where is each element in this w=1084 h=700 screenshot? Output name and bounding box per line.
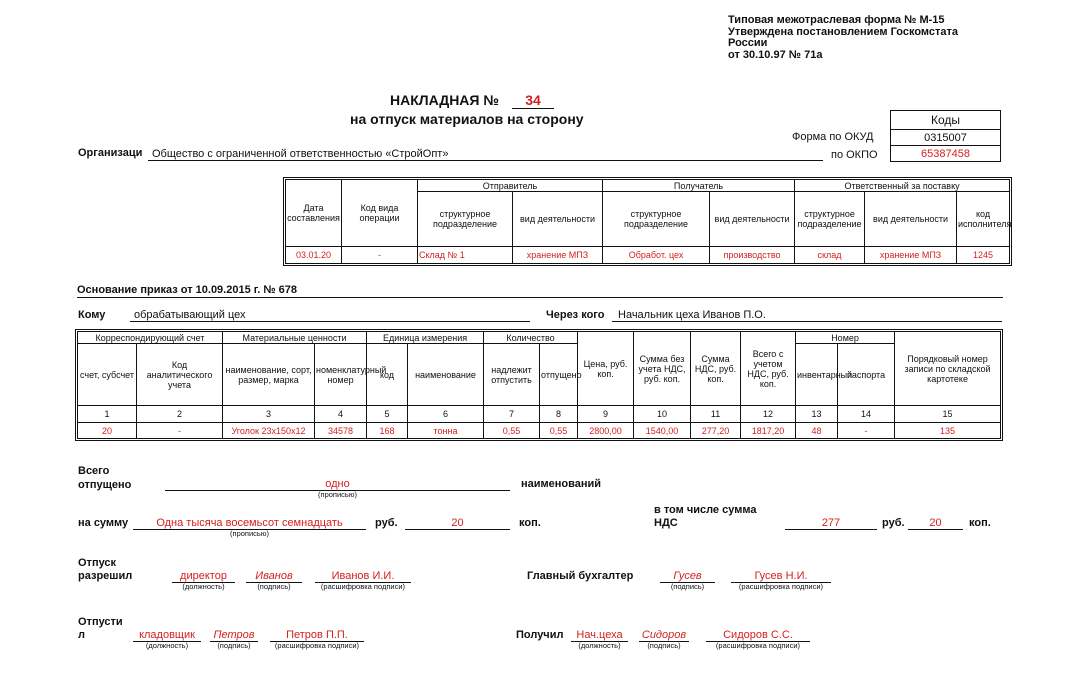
- h-account: Корреспондирующий счет: [78, 332, 223, 344]
- h-vat: Сумма НДС, руб. коп.: [691, 332, 741, 406]
- rel-signature: Петров: [210, 629, 258, 642]
- decode-caption: (расшифровка подписи): [715, 641, 801, 650]
- cell-sum: 1540,00: [634, 423, 691, 439]
- cell-tobe: 0,55: [484, 423, 540, 439]
- org-underline: [148, 160, 823, 161]
- allowed-label-line: разрешил: [78, 570, 133, 582]
- col-executor: код исполнителя: [957, 192, 1010, 247]
- s-passport: паспорта: [838, 344, 895, 406]
- basis-text: Основание приказ от 10.09.2015 г. № 678: [77, 284, 298, 296]
- numbers-row: [78, 406, 1001, 423]
- h-sum-no-vat: Сумма без учета НДС, руб. коп.: [634, 332, 691, 406]
- signature-caption: (подпись): [670, 582, 705, 591]
- s-unitname: наименование: [408, 344, 484, 406]
- cell-opcode: -: [342, 247, 418, 264]
- col-opcode: Код вида операции: [342, 180, 418, 247]
- codes-head: Коды: [891, 111, 1001, 130]
- col-sender-activity: вид деятельности: [513, 192, 603, 247]
- chief-signature: Гусев: [660, 570, 715, 583]
- cell-account: 20: [78, 423, 137, 439]
- total-label-line: Всего: [78, 465, 110, 477]
- h-order: Порядковый номер записи по складской картотеке: [895, 332, 1001, 406]
- dir-name: Иванов И.И.: [315, 570, 411, 583]
- col-date: Дата составления: [286, 180, 342, 247]
- s-analytic: Код аналитического учета: [137, 344, 223, 406]
- cell-receiver-activity: производство: [710, 247, 795, 264]
- cell-receiver-struct: Обработ. цех: [603, 247, 710, 264]
- cell-analytic: -: [137, 423, 223, 439]
- col-number: 5: [367, 406, 408, 423]
- col-number: 13: [796, 406, 838, 423]
- col-receiver-activity: вид деятельности: [710, 192, 795, 247]
- h-number: Номер: [796, 332, 895, 344]
- s-account: счет, субсчет: [78, 344, 137, 406]
- cell-sender-struct: Склад № 1: [418, 247, 513, 264]
- col-number: 7: [484, 406, 540, 423]
- to-value: обрабатывающий цех: [134, 309, 246, 321]
- items-label: наименований: [521, 478, 602, 490]
- vat-rub-value: 277: [785, 517, 877, 530]
- sum-kop-value: 20: [405, 517, 510, 530]
- col-number: 6: [408, 406, 484, 423]
- dispatch-table: [285, 179, 1010, 264]
- signature-caption: (подпись): [647, 641, 681, 650]
- vat-label: [654, 504, 756, 530]
- chief-label: Главный бухгалтер: [527, 570, 634, 582]
- form-header-line: от 30.10.97 № 71а: [728, 48, 823, 61]
- cell-passport: -: [838, 423, 895, 439]
- chief-name: Гусев Н.И.: [731, 570, 831, 583]
- col-number: 12: [741, 406, 796, 423]
- vat-rub-label: руб.: [882, 517, 905, 529]
- decode-caption: (расшифровка подписи): [320, 582, 406, 591]
- released-label: [78, 616, 123, 642]
- document-title: [390, 92, 541, 108]
- h-material: Материальные ценности: [223, 332, 367, 344]
- okpo-value: 65387458: [891, 146, 1001, 162]
- position-caption: (должность): [145, 641, 189, 650]
- h-total: Всего с учетом НДС, руб. коп.: [741, 332, 796, 406]
- col-receiver-struct: структурное подразделение: [603, 192, 710, 247]
- sum-words-caption: (прописью): [230, 529, 269, 538]
- invoice-number: 34: [512, 92, 554, 109]
- decode-caption: (расшифровка подписи): [274, 641, 360, 650]
- col-number: 3: [223, 406, 315, 423]
- s-inv: инвентарный: [796, 344, 838, 406]
- dir-signature: Иванов: [246, 570, 302, 583]
- col-resp-activity: вид деятельности: [865, 192, 957, 247]
- dir-position: директор: [172, 570, 235, 583]
- to-underline: [130, 321, 530, 322]
- h-price: Цена, руб. коп.: [578, 332, 634, 406]
- items-table: [77, 331, 1001, 439]
- sum-words: Одна тысяча восемьсот семнадцать: [133, 517, 366, 530]
- col-sender: Отправитель: [418, 180, 603, 192]
- h-unit: Единица измерения: [367, 332, 484, 344]
- col-number: 1: [78, 406, 137, 423]
- released-label-line: л: [78, 629, 85, 641]
- org-value: Общество с ограниченной ответственностью «СтройОпт»: [152, 148, 449, 160]
- col-responsible: Ответственный за поставку: [795, 180, 1010, 192]
- col-resp-struct: структурное подразделение: [795, 192, 865, 247]
- col-sender-struct: структурное подразделение: [418, 192, 513, 247]
- org-label: Организаци: [78, 147, 143, 159]
- cell-code: 168: [367, 423, 408, 439]
- via-value: Начальник цеха Иванов П.О.: [618, 309, 766, 321]
- form-header-line: Утверждена постановлением Госкомстата: [728, 25, 959, 38]
- form-header-line: России: [728, 37, 768, 49]
- title-prefix: НАКЛАДНАЯ №: [390, 92, 499, 108]
- cell-sender-activity: хранение МПЗ: [513, 247, 603, 264]
- cell-released: 0,55: [540, 423, 578, 439]
- vat-label-line: в том числе сумма: [654, 504, 757, 516]
- okud-value: 0315007: [891, 130, 1001, 146]
- released-label-line: Отпусти: [78, 616, 123, 628]
- cell-resp-activity: хранение МПЗ: [865, 247, 957, 264]
- allowed-label-line: Отпуск: [78, 557, 117, 569]
- table-row: [78, 423, 1001, 439]
- col-number: 14: [838, 406, 895, 423]
- cell-nomen: 34578: [315, 423, 367, 439]
- s-nomen: номенклатурный номер: [315, 344, 367, 406]
- rec-position: Нач.цеха: [571, 629, 628, 642]
- cell-order: 135: [895, 423, 1001, 439]
- h-qty: Количество: [484, 332, 578, 344]
- okpo-label: по ОКПО: [831, 149, 878, 161]
- form-header: [728, 15, 958, 61]
- sum-rub-label: руб.: [375, 517, 398, 529]
- cell-date: 03.01.20: [286, 247, 342, 264]
- cell-resp-code: 1245: [957, 247, 1010, 264]
- s-code: код: [367, 344, 408, 406]
- received-label: Получил: [516, 629, 564, 641]
- okud-label: Форма по ОКУД: [792, 131, 874, 143]
- cell-name: Уголок 23х150х12: [223, 423, 315, 439]
- s-released: отпущено: [540, 344, 578, 406]
- col-number: 9: [578, 406, 634, 423]
- position-caption: (должность): [182, 582, 225, 591]
- col-number: 10: [634, 406, 691, 423]
- position-caption: (должность): [578, 641, 621, 650]
- col-receiver: Получатель: [603, 180, 795, 192]
- sum-kop-label: коп.: [519, 517, 541, 529]
- s-name: наименование, сорт, размер, марка: [223, 344, 315, 406]
- total-label-line: отпущено: [78, 479, 132, 491]
- cell-vat: 277,20: [691, 423, 741, 439]
- vat-kop-value: 20: [908, 517, 963, 530]
- rel-position: кладовщик: [133, 629, 201, 642]
- basis-underline: [77, 297, 1003, 298]
- total-label: [78, 464, 131, 492]
- s-tobe: надлежит отпустить: [484, 344, 540, 406]
- document-subtitle: на отпуск материалов на сторону: [350, 111, 584, 127]
- signature-caption: (подпись): [217, 641, 251, 650]
- cell-unit: тонна: [408, 423, 484, 439]
- signature-caption: (подпись): [257, 582, 291, 591]
- rec-signature: Сидоров: [639, 629, 689, 642]
- vat-kop-label: коп.: [969, 517, 991, 529]
- to-label: Кому: [78, 309, 106, 321]
- col-number: 8: [540, 406, 578, 423]
- form-header-line: Типовая межотраслевая форма № М-15: [728, 14, 945, 26]
- col-number: 11: [691, 406, 741, 423]
- sum-label: на сумму: [78, 517, 129, 529]
- cell-resp-struct: склад: [795, 247, 865, 264]
- rec-name: Сидоров С.С.: [706, 629, 810, 642]
- count-words-caption: (прописью): [318, 490, 357, 499]
- via-underline: [612, 321, 1002, 322]
- cell-inv: 48: [796, 423, 838, 439]
- via-label: Через кого: [546, 309, 605, 321]
- col-number: 2: [137, 406, 223, 423]
- cell-total: 1817,20: [741, 423, 796, 439]
- vat-label-line: НДС: [654, 517, 678, 529]
- rel-name: Петров П.П.: [270, 629, 364, 642]
- col-number: 15: [895, 406, 1001, 423]
- count-words: одно: [165, 478, 510, 491]
- cell-price: 2800,00: [578, 423, 634, 439]
- col-number: 4: [315, 406, 367, 423]
- decode-caption: (расшифровка подписи): [738, 582, 824, 591]
- codes-box: [890, 110, 1001, 162]
- allowed-label: [78, 557, 132, 583]
